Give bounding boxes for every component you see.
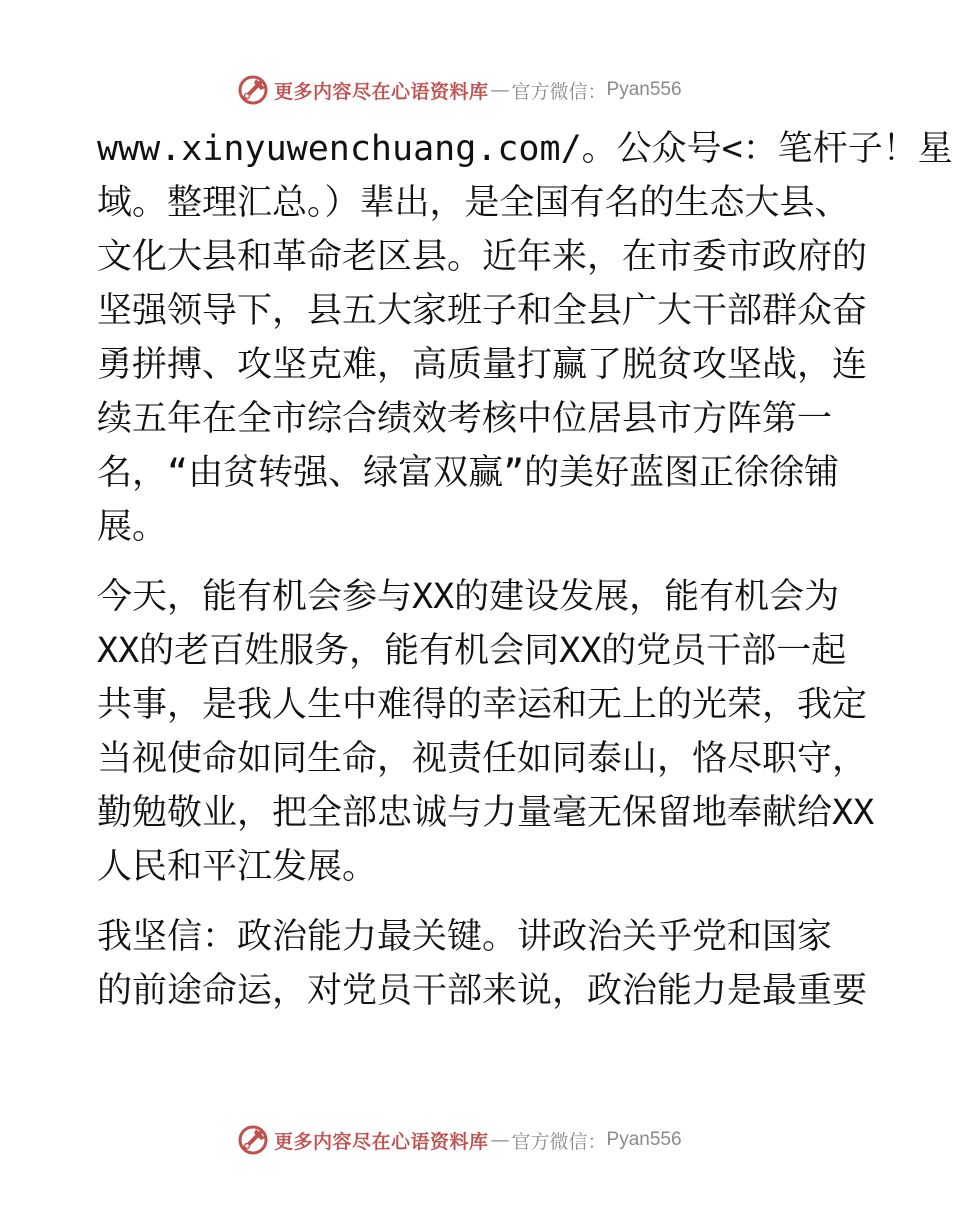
paragraph-1 <box>97 122 953 554</box>
footer-wechat-label: 官方微信： <box>511 1130 607 1153</box>
header-dash: — <box>490 79 510 101</box>
header-wechat-label: 官方微信： <box>511 80 607 103</box>
document-body <box>97 122 953 1034</box>
text-line: 当视使命如同生命，视责任如同泰山，恪尽职守， <box>97 739 868 779</box>
text-line: 坚强领导下，县五大家班子和全县广大干部群众奋 <box>97 291 868 331</box>
pen-logo-icon <box>236 1123 270 1157</box>
text-line: 今天，能有机会参与XX的建设发展，能有机会为 <box>97 577 840 617</box>
footer-banner <box>236 1122 716 1158</box>
paragraph-3 <box>97 910 868 1018</box>
text-line: 勇拼搏、攻坚克难，高质量打赢了脱贫攻坚战，连 <box>97 345 868 385</box>
footer-dash: — <box>490 1129 510 1151</box>
footer-wechat-id: Pyan556 <box>606 1129 682 1150</box>
text-line: 勤勉敬业，把全部忠诚与力量毫无保留地奉献给XX <box>97 793 875 833</box>
text-line: 共事，是我人生中难得的幸运和无上的光荣，我定 <box>97 685 868 725</box>
pen-logo-icon <box>236 73 270 107</box>
header-brand-text: 更多内容尽在心语资料库 <box>274 80 489 103</box>
header-wechat-id: Pyan556 <box>606 79 682 100</box>
text-line: 续五年在全市综合绩效考核中位居县市方阵第一 <box>97 399 833 439</box>
paragraph-2 <box>97 570 875 894</box>
text-line: XX的老百姓服务，能有机会同XX的党员干部一起 <box>97 631 847 671</box>
footer-brand-text: 更多内容尽在心语资料库 <box>274 1130 489 1153</box>
text-line: 名，“由贫转强、绿富双赢”的美好蓝图正徐徐铺 <box>97 453 840 493</box>
text-line: 文化大县和革命老区县。近年来，在市委市政府的 <box>97 237 868 277</box>
text-line: 展。 <box>97 507 168 547</box>
header-banner <box>236 72 716 108</box>
text-line: www.xinyuwenchuang.com/。公众号<：笔杆子！星 <box>97 129 953 169</box>
text-line: 人民和平江发展。 <box>97 847 378 887</box>
text-line: 域。整理汇总。）辈出，是全国有名的生态大县、 <box>97 183 850 223</box>
text-line: 的前途命运，对党员干部来说，政治能力是最重要 <box>97 971 868 1011</box>
text-line: 我坚信：政治能力最关键。讲政治关乎党和国家 <box>97 917 833 957</box>
